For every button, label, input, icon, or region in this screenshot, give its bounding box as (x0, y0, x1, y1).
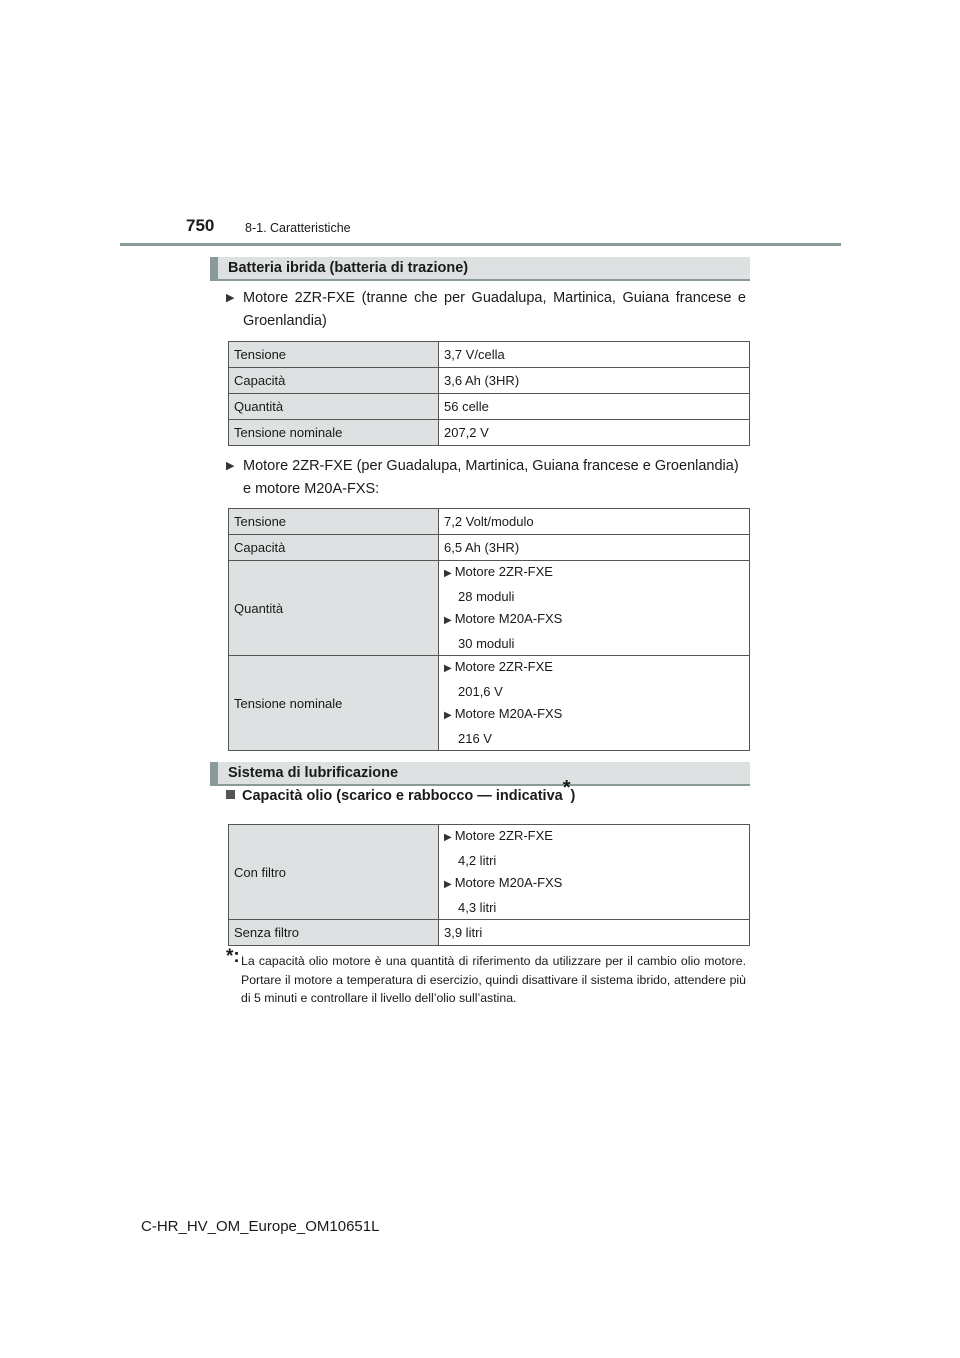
engine-name: Motore M20A-FXS (454, 875, 563, 890)
engine-value: 201,6 V (458, 683, 503, 699)
table-row (229, 420, 750, 446)
section-title: Sistema di lubrificazione (228, 765, 399, 781)
battery-table-1 (228, 341, 750, 446)
engine-name: Motore 2ZR-FXE (454, 564, 553, 579)
table-row (229, 920, 750, 946)
triangle-bullet-icon: ▶ (444, 832, 452, 843)
engine-name: Motore M20A-FXS (454, 611, 563, 626)
row-value: 3,7 V/cella (439, 342, 750, 368)
triangle-bullet-icon: ▶ (226, 292, 235, 304)
engine-value: 4,2 litri (458, 852, 497, 868)
table-row (229, 342, 750, 368)
engine-line (444, 608, 744, 633)
row-value: 7,2 Volt/modulo (439, 509, 750, 535)
row-value: 6,5 Ah (3HR) (439, 535, 750, 561)
footnote-ref: * (562, 777, 571, 800)
row-label: Con filtro (229, 825, 439, 920)
engine-line (444, 825, 744, 850)
triangle-bullet-icon: ▶ (226, 460, 235, 472)
footnote-text: La capacità olio motore è una quantità di riferimento da utilizzare per il cambio olio motore. Portare il motore a temperatura di esercizio, quindi disattivare il sistema ibrido, attendere più di 5 minuti e controllare il livello dell’olio sull’astina. (241, 954, 746, 1005)
row-label: Quantità (229, 561, 439, 656)
row-value (439, 825, 750, 920)
section-tab (210, 257, 218, 279)
bullet-engine-standard (226, 287, 746, 333)
engine-name: Motore M20A-FXS (454, 706, 563, 721)
section-heading-lubrication (210, 762, 750, 786)
engine-line (444, 872, 744, 897)
table-row (229, 656, 750, 751)
heading-text: Capacità olio (scarico e rabbocco — indicativa (242, 788, 563, 804)
row-label: Tensione (229, 509, 439, 535)
row-label: Capacità (229, 535, 439, 561)
table-row (229, 394, 750, 420)
section-tab (210, 762, 218, 784)
triangle-bullet-icon: ▶ (444, 568, 452, 579)
engine-line (444, 703, 744, 728)
header-rule (120, 243, 841, 246)
document-code: C-HR_HV_OM_Europe_OM10651L (141, 1218, 380, 1235)
battery-table-2 (228, 508, 750, 751)
engine-line (444, 561, 744, 586)
row-value (439, 656, 750, 751)
table-row (229, 535, 750, 561)
row-label: Tensione nominale (229, 656, 439, 751)
section-heading-battery (210, 257, 750, 281)
engine-value: 30 moduli (458, 635, 515, 651)
engine-value: 4,3 litri (458, 899, 497, 915)
table-row (229, 825, 750, 920)
row-label: Senza filtro (229, 920, 439, 946)
row-value: 3,9 litri (439, 920, 750, 946)
heading-close: ) (570, 788, 576, 804)
engine-value: 28 moduli (458, 588, 515, 604)
triangle-bullet-icon: ▶ (444, 710, 452, 721)
oil-capacity-heading (226, 777, 576, 804)
row-label: Tensione nominale (229, 420, 439, 446)
square-bullet-icon (226, 790, 235, 799)
footnote (226, 946, 746, 1008)
engine-name: Motore 2ZR-FXE (454, 659, 553, 674)
bullet-text: Motore 2ZR-FXE (per Guadalupa, Martinica, Guiana francese e Groenlandia) e motore M20A-FXS: (243, 458, 739, 497)
engine-value: 216 V (458, 730, 492, 746)
row-value: 56 celle (439, 394, 750, 420)
table-row (229, 368, 750, 394)
row-label: Capacità (229, 368, 439, 394)
engine-line (444, 656, 744, 681)
row-label: Tensione (229, 342, 439, 368)
table-row (229, 509, 750, 535)
row-value (439, 561, 750, 656)
row-label: Quantità (229, 394, 439, 420)
page-number: 750 (186, 216, 215, 235)
bullet-text: Motore 2ZR-FXE (tranne che per Guadalupa, Martinica, Guiana francese e Groenlandia) (243, 290, 746, 329)
section-title: Batteria ibrida (batteria di trazione) (228, 260, 469, 276)
engine-name: Motore 2ZR-FXE (454, 828, 553, 843)
row-value: 207,2 V (439, 420, 750, 446)
row-value: 3,6 Ah (3HR) (439, 368, 750, 394)
triangle-bullet-icon: ▶ (444, 663, 452, 674)
chapter-title: 8-1. Caratteristiche (245, 221, 351, 235)
footnote-mark: *: (226, 946, 240, 967)
table-row (229, 561, 750, 656)
bullet-engine-overseas (226, 455, 746, 501)
oil-capacity-table (228, 824, 750, 946)
triangle-bullet-icon: ▶ (444, 879, 452, 890)
triangle-bullet-icon: ▶ (444, 615, 452, 626)
